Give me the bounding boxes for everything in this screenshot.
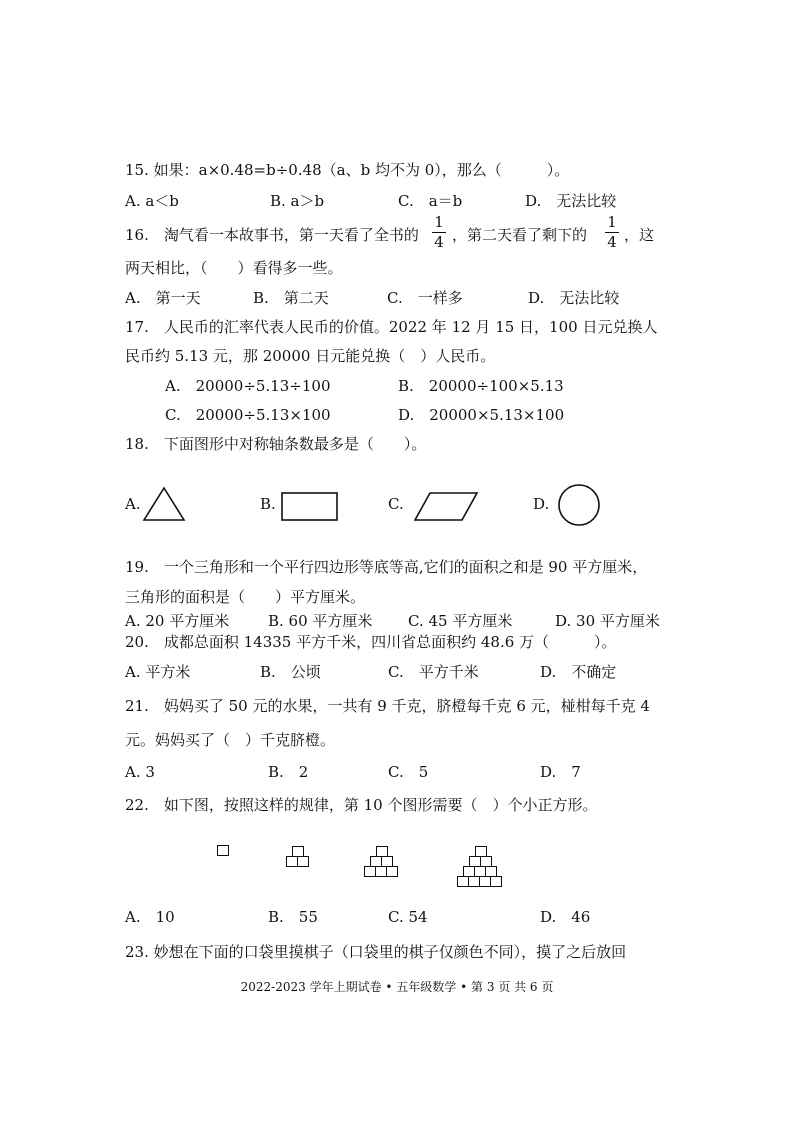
q17-option-a: A. 20000÷5.13÷100 (165, 377, 331, 395)
q21-option-a: A. 3 (125, 763, 155, 781)
q16-stem-part3: ，这 (624, 226, 655, 244)
parallelogram-icon (412, 490, 480, 524)
q15-option-b: B. a＞b (270, 192, 325, 210)
small-square (386, 866, 398, 877)
small-square (490, 876, 502, 887)
page-footer: 2022-2023 学年上期试卷 • 五年级数学 • 第 3 页 共 6 页 (240, 980, 554, 994)
q17-stem-line1: 17. 人民币的汇率代表人民币的价值。2022 年 12 月 15 日，100 日元兑换人 (125, 318, 658, 336)
q20-stem: 20. 成都总面积 14335 平方千米，四川省总面积约 48.6 万（ ）。 (125, 633, 617, 651)
small-square (297, 856, 309, 867)
q15-option-a: A. a＜b (125, 192, 179, 210)
q20-option-c: C. 平方千米 (388, 663, 479, 681)
q16-option-c: C. 一样多 (387, 289, 463, 307)
q16-stem-line2: 两天相比，（ ）看得多一些。 (125, 259, 343, 277)
q17-option-c: C. 20000÷5.13×100 (165, 406, 331, 424)
q22-option-b: B. 55 (268, 908, 318, 926)
q15-option-c: C. a＝b (398, 192, 463, 210)
q16-fraction-2-denominator: 4 (607, 233, 617, 251)
q16-option-d: D. 无法比较 (528, 289, 620, 307)
q16-stem-part2: ，第二天看了剩下的 (452, 226, 588, 244)
q16-fraction-2 (605, 214, 619, 251)
circle-icon (555, 481, 603, 529)
q19-option-c: C. 45 平方厘米 (408, 612, 513, 630)
q21-option-b: B. 2 (268, 763, 309, 781)
q19-stem-line1: 19. 一个三角形和一个平行四边形等底等高,它们的面积之和是 90 平方厘米， (125, 558, 648, 576)
q19-option-d: D. 30 平方厘米 (555, 612, 660, 630)
q17-stem-line2: 民币约 5.13 元，那 20000 日元能兑换（ ）人民币。 (125, 347, 496, 365)
q20-option-b: B. 公顷 (260, 663, 321, 681)
q21-stem-line1: 21. 妈妈买了 50 元的水果，一共有 9 千克，脐橙每千克 6 元，椪柑每千克 4 (125, 697, 650, 715)
q19-stem-line2: 三角形的面积是（ ）平方厘米。 (125, 588, 366, 606)
q22-option-c: C. 54 (388, 908, 428, 926)
q22-stem: 22. 如下图，按照这样的规律，第 10 个图形需要（ ）个小正方形。 (125, 796, 598, 814)
q22-option-a: A. 10 (125, 908, 175, 926)
q21-option-c: C. 5 (388, 763, 429, 781)
q16-option-a: A. 第一天 (125, 289, 201, 307)
q16-fraction-1 (432, 214, 446, 251)
q18-stem: 18. 下面图形中对称轴条数最多是（ ）。 (125, 435, 427, 453)
q23-stem: 23. 妙想在下面的口袋里摸棋子（口袋里的棋子仅颜色不同），摸了之后放回 (125, 943, 627, 961)
rectangle-icon (280, 490, 340, 524)
q21-option-d: D. 7 (540, 763, 581, 781)
q20-option-a: A. 平方米 (125, 663, 191, 681)
q16-option-b: B. 第二天 (253, 289, 329, 307)
q17-option-b: B. 20000÷100×5.13 (398, 377, 564, 395)
q18-label-b: B. (260, 495, 276, 513)
small-square (217, 845, 229, 856)
q16-stem-part1: 16. 淘气看一本故事书，第一天看了全书的 (125, 226, 419, 244)
q17-option-d: D. 20000×5.13×100 (398, 406, 565, 424)
q15-option-d: D. 无法比较 (525, 192, 617, 210)
q18-label-c: C. (388, 495, 404, 513)
q16-fraction-1-numerator: 1 (434, 213, 444, 231)
q18-label-d: D. (533, 495, 550, 513)
triangle-icon (141, 485, 187, 523)
q16-fraction-1-denominator: 4 (434, 233, 444, 251)
q22-option-d: D. 46 (540, 908, 591, 926)
q20-option-d: D. 不确定 (540, 663, 617, 681)
q18-label-a: A. (125, 495, 141, 513)
q15-stem: 15. 如果：a×0.48=b÷0.48（a、b 均不为 0），那么（ ）。 (125, 161, 570, 179)
q21-stem-line2: 元。妈妈买了（ ）千克脐橙。 (125, 731, 336, 749)
q16-fraction-2-numerator: 1 (607, 213, 617, 231)
q19-option-b: B. 60 平方厘米 (268, 612, 373, 630)
q19-option-a: A. 20 平方厘米 (125, 612, 230, 630)
